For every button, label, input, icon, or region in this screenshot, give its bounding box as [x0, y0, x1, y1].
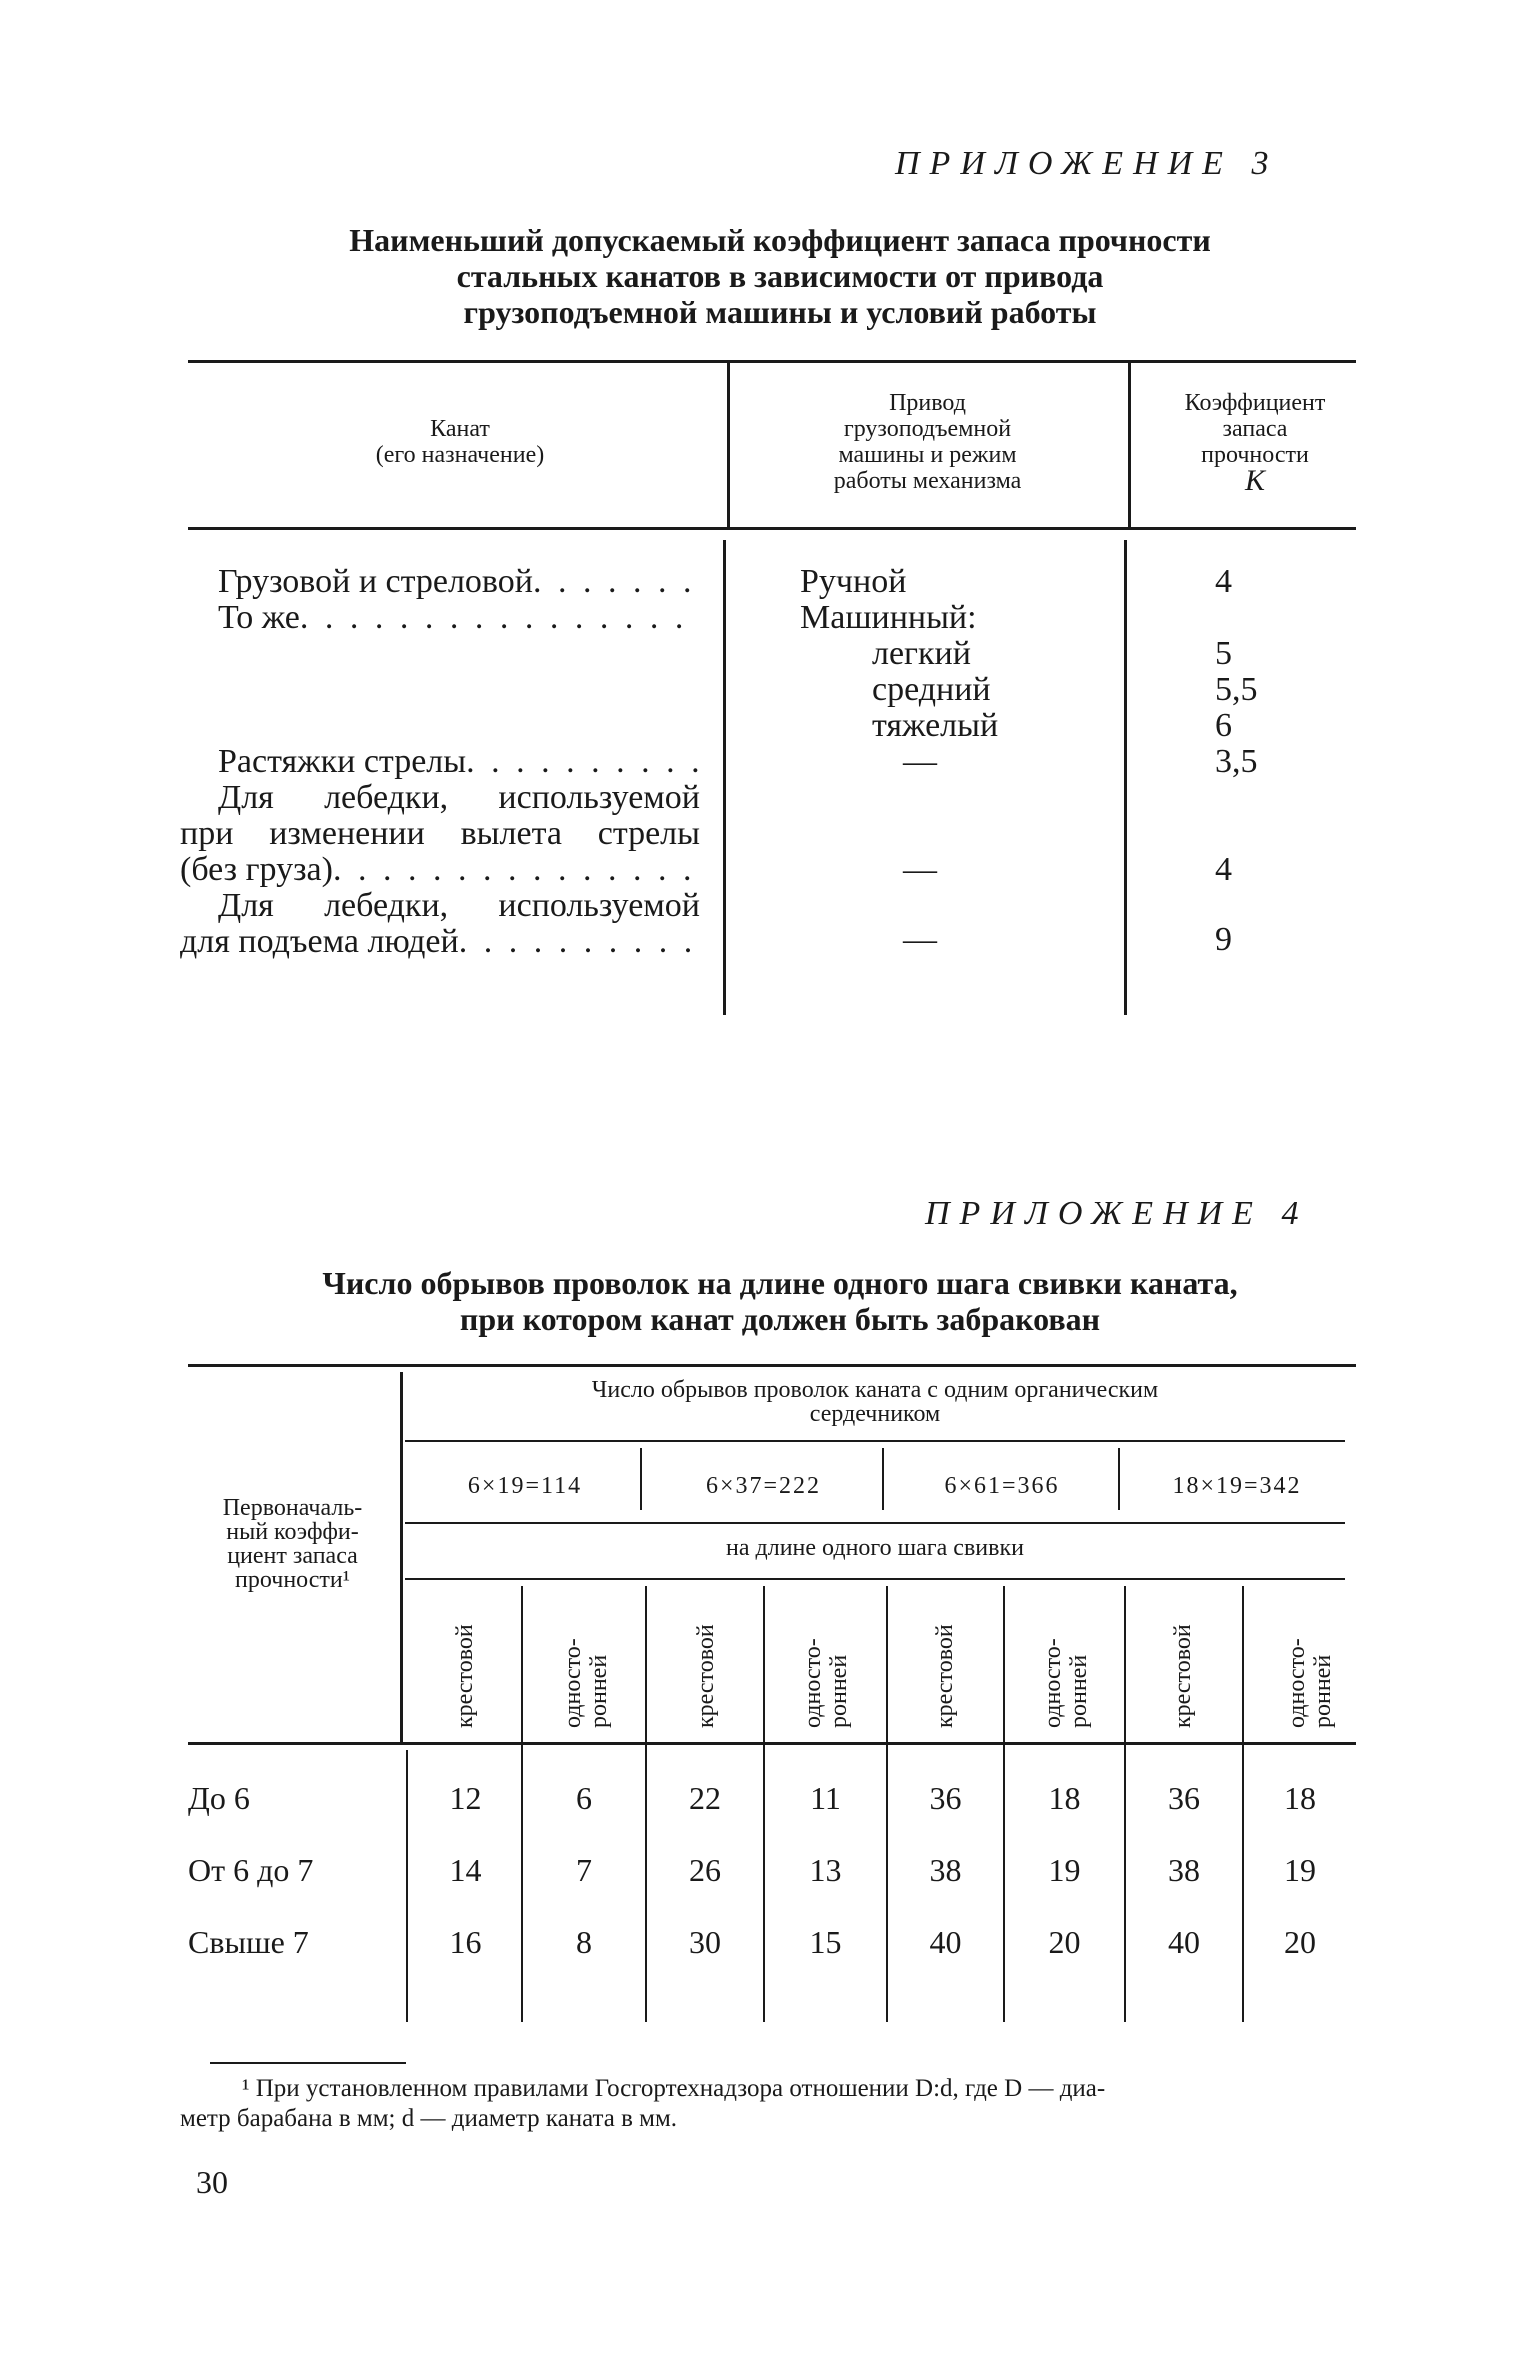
- table-cell: 12: [449, 1780, 482, 1816]
- appendix3-heading: ПРИЛОЖЕНИЕ 3: [895, 145, 1279, 182]
- construction-label: 6×19=114: [467, 1473, 583, 1499]
- table-cell: 38: [1168, 1852, 1200, 1888]
- drive-text: средний: [872, 671, 991, 708]
- table1-col-divider: [727, 362, 730, 527]
- table2-group-header: [410, 1378, 1340, 1426]
- table2-rule: [405, 1522, 1345, 1524]
- table-cell: 7: [576, 1852, 592, 1888]
- drive-text: Ручной: [800, 563, 907, 600]
- header-text: машины и режим: [838, 442, 1017, 468]
- drive-dash: —: [903, 851, 937, 888]
- lay-one-sided-label: [1284, 1638, 1336, 1728]
- header-text: Привод: [889, 390, 966, 416]
- rope-cell: [180, 744, 700, 780]
- appendix4-title-line: Число обрывов проволок на длине одного шага свивки каната,: [322, 1265, 1238, 1301]
- lay-one-sided-label: [800, 1638, 852, 1728]
- dot-leader: [533, 564, 700, 600]
- page-number: 30: [196, 2164, 228, 2200]
- table1-header-coef: [1140, 390, 1370, 497]
- appendix3-title: [220, 222, 1340, 330]
- lay-text: односто-: [560, 1638, 586, 1728]
- table2-construction-divider: [1118, 1448, 1120, 1510]
- header-text: Канат: [430, 416, 490, 442]
- row-label: До 6: [188, 1780, 250, 1816]
- rope-cell: [180, 852, 700, 888]
- appendix3-title-line: стальных канатов в зависимости от привода: [456, 258, 1104, 294]
- lay-cross-label: крестовой: [932, 1624, 958, 1728]
- drive-text: тяжелый: [872, 707, 999, 744]
- table1-col-divider: [723, 540, 726, 1015]
- coef-value: 6: [1215, 707, 1232, 744]
- rope-text: Для лебедки, используемой: [218, 779, 700, 816]
- table-cell: 38: [929, 1852, 962, 1888]
- lay-one-sided-label: [1040, 1638, 1092, 1728]
- table1-col-divider: [1128, 362, 1131, 527]
- table-row: [188, 1780, 1356, 1820]
- rope-text: при изменении вылета стрелы: [180, 815, 700, 852]
- coef-value: 3,5: [1215, 743, 1258, 780]
- table1-header-drive: [740, 390, 1115, 494]
- drive-dash: —: [903, 743, 937, 780]
- header-text: прочности¹: [235, 1567, 350, 1593]
- dot-leader: [333, 852, 700, 888]
- table1-drive-column: [800, 564, 1120, 744]
- table-cell: 15: [809, 1924, 842, 1960]
- table2-construction-divider: [640, 1448, 642, 1510]
- dot-leader: [459, 924, 700, 960]
- lay-text: ронней: [1310, 1654, 1336, 1728]
- appendix3-title-line: Наименьший допускаемый коэффициент запаса прочности: [349, 222, 1211, 258]
- table-cell: 36: [1168, 1780, 1200, 1816]
- lay-text: ронней: [826, 1654, 852, 1728]
- lay-cross-label: крестовой: [452, 1624, 478, 1728]
- table2-construction-divider: [882, 1448, 884, 1510]
- table-row: [188, 1924, 1356, 1964]
- dot-leader: [466, 744, 700, 780]
- table1-col-divider: [1124, 540, 1127, 1015]
- coef-value: 4: [1215, 563, 1232, 600]
- table-cell: 20: [1048, 1924, 1081, 1960]
- appendix4-title: [200, 1265, 1360, 1337]
- lay-text: ронней: [586, 1654, 612, 1728]
- lay-cross-label: крестовой: [693, 1624, 719, 1728]
- rope-text: для подъема людей: [180, 924, 459, 960]
- table-row: [188, 1852, 1356, 1892]
- table2-first-col-divider: [400, 1372, 403, 1742]
- header-text: прочности: [1201, 442, 1309, 468]
- table-cell: 18: [1048, 1780, 1081, 1816]
- drive-text: Машинный:: [800, 599, 977, 636]
- header-text: Коэффициент: [1184, 390, 1326, 416]
- table2-first-col-header: [190, 1496, 395, 1592]
- construction-label: 18×19=342: [1172, 1473, 1302, 1499]
- table-cell: 13: [809, 1852, 842, 1888]
- table-cell: 11: [810, 1780, 841, 1816]
- lay-text: ронней: [1066, 1654, 1092, 1728]
- lay-one-sided-label: [560, 1638, 612, 1728]
- construction-label: 6×37=222: [705, 1473, 822, 1499]
- table1-top-rule: [188, 360, 1356, 363]
- table-cell: 30: [689, 1924, 721, 1960]
- table2-header-rule: [188, 1742, 1356, 1745]
- drive-dash: —: [903, 921, 937, 958]
- header-text: Первоначаль-: [222, 1495, 363, 1521]
- header-text: запаса: [1222, 416, 1288, 442]
- table-cell: 14: [449, 1852, 482, 1888]
- footnote-line: ¹ При установленном правилами Госгортехнадзора отношении D:d, где D — диа-: [242, 2075, 1106, 2102]
- table-cell: 36: [929, 1780, 962, 1816]
- rope-text: Грузовой и стреловой: [218, 564, 533, 600]
- table2-rule: [405, 1440, 1345, 1442]
- table2-rule: [405, 1578, 1345, 1580]
- rope-cell: [180, 924, 700, 960]
- row-label: Свыше 7: [188, 1924, 309, 1960]
- header-text: (его назначение): [375, 442, 545, 468]
- header-text: K: [1244, 464, 1265, 497]
- table-cell: 19: [1284, 1852, 1316, 1888]
- dot-leader: [300, 600, 700, 636]
- table-cell: 40: [1168, 1924, 1200, 1960]
- lay-cross-label: крестовой: [1170, 1624, 1196, 1728]
- footnote-line: метр барабана в мм; d — диаметр каната в мм.: [180, 2105, 678, 2132]
- rope-cell: [180, 564, 700, 600]
- coef-value: 5,5: [1215, 671, 1258, 708]
- table1-coef-column: [1215, 564, 1335, 780]
- rope-text: То же: [218, 600, 300, 636]
- table-cell: 6: [576, 1780, 592, 1816]
- header-text: ный коэффи-: [226, 1519, 359, 1545]
- rope-text: (без груза): [180, 852, 333, 888]
- appendix4-title-line: при котором канат должен быть забракован: [459, 1301, 1101, 1337]
- coef-value: [1215, 600, 1335, 636]
- header-text: циент запаса: [227, 1543, 358, 1569]
- drive-text: легкий: [872, 635, 971, 672]
- table-cell: 26: [689, 1852, 721, 1888]
- construction-label: 6×61=366: [944, 1473, 1060, 1499]
- table-cell: 16: [449, 1924, 482, 1960]
- coef-value: 5: [1215, 635, 1232, 672]
- row-label: От 6 до 7: [188, 1852, 314, 1888]
- header-text: грузоподъемной: [843, 416, 1012, 442]
- footnote-rule: [210, 2062, 406, 2064]
- table-cell: 8: [576, 1924, 592, 1960]
- table-cell: 22: [689, 1780, 721, 1816]
- lay-text: односто-: [800, 1638, 826, 1728]
- appendix4-heading: ПРИЛОЖЕНИЕ 4: [925, 1195, 1309, 1232]
- coef-value: 9: [1215, 921, 1232, 958]
- rope-cell: [180, 600, 700, 636]
- table1-rope-column: [180, 564, 700, 960]
- header-text: сердечником: [809, 1401, 941, 1427]
- table-cell: 20: [1284, 1924, 1316, 1960]
- lay-text: односто-: [1284, 1638, 1310, 1728]
- header-text: Число обрывов проволок каната с одним органическим: [591, 1377, 1159, 1403]
- lay-text: односто-: [1040, 1638, 1066, 1728]
- footnote: [180, 2074, 1350, 2134]
- table1-header-rope: [270, 416, 650, 468]
- table1-header-rule: [188, 527, 1356, 530]
- appendix3-title-line: грузоподъемной машины и условий работы: [463, 294, 1097, 330]
- table-cell: 19: [1048, 1852, 1081, 1888]
- table2-subheader: на длине одного шага свивки: [726, 1535, 1024, 1561]
- rope-text: Растяжки стрелы: [218, 744, 467, 780]
- header-text: работы механизма: [833, 468, 1022, 494]
- coef-value: 4: [1215, 851, 1232, 888]
- rope-text: Для лебедки, используемой: [218, 887, 700, 924]
- table2-top-rule: [188, 1364, 1356, 1367]
- table-cell: 18: [1284, 1780, 1316, 1816]
- table-cell: 40: [929, 1924, 962, 1960]
